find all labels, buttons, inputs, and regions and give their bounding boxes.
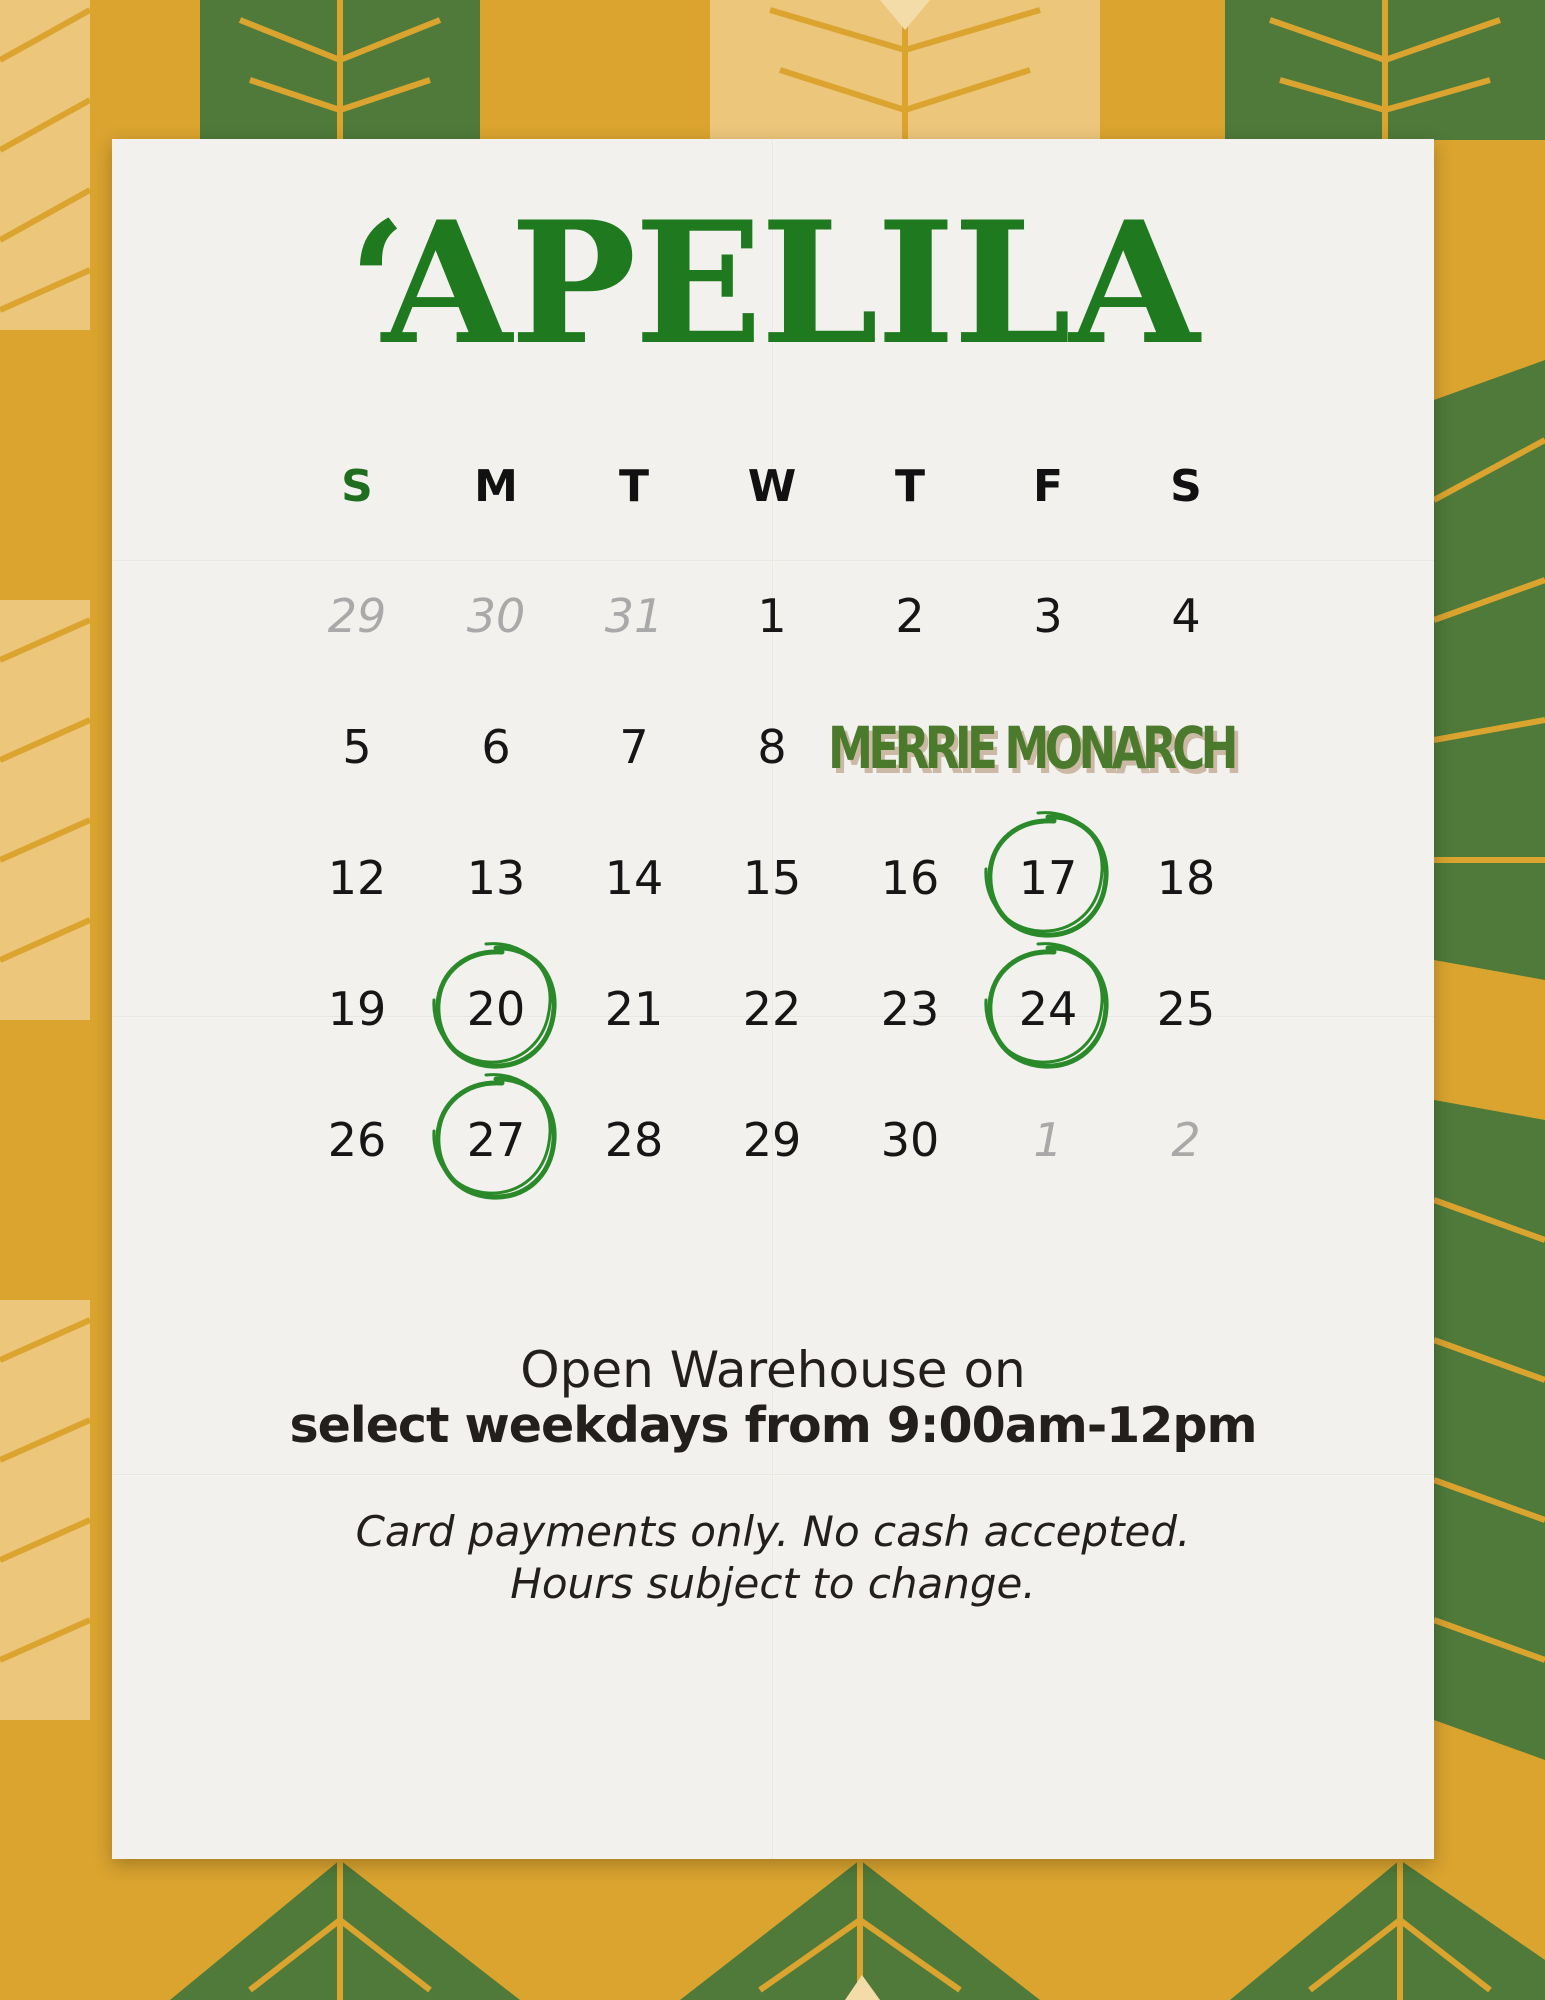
calendar-day: 12 (327, 851, 387, 905)
calendar-day: 4 (1171, 589, 1201, 643)
calendar-day-open: 24 (1018, 982, 1078, 1036)
hours-change-note: Hours subject to change. (510, 1559, 1036, 1608)
calendar-day: 31 (604, 589, 664, 643)
calendar-day: 5 (342, 720, 372, 774)
weekday-header: F (1032, 461, 1064, 512)
calendar-day: 19 (327, 982, 387, 1036)
calendar-day: 22 (742, 982, 802, 1036)
calendar-day: 25 (1156, 982, 1216, 1036)
top-leaf-right (1225, 0, 1545, 140)
calendar-day: 30 (466, 589, 526, 643)
calendar-day: 23 (880, 982, 940, 1036)
weekday-header: S (1170, 461, 1202, 512)
calendar-day: 15 (742, 851, 802, 905)
calendar-day: 21 (604, 982, 664, 1036)
hours-intro: Open Warehouse on (520, 1341, 1026, 1399)
calendar-day: 28 (604, 1113, 664, 1167)
calendar-day: 29 (327, 589, 387, 643)
calendar-day-open: 17 (1018, 851, 1078, 905)
calendar-day: 7 (619, 720, 649, 774)
calendar-day-open: 27 (466, 1113, 526, 1167)
calendar-day: 2 (895, 589, 925, 643)
top-leaf-center (710, 0, 1100, 140)
weekday-header: S (341, 461, 373, 512)
calendar-day: 6 (481, 720, 511, 774)
weekday-header: W (747, 461, 797, 512)
left-leaf-3 (0, 1300, 90, 1720)
calendar-day: 2 (1171, 1113, 1201, 1167)
calendar-day: 3 (1033, 589, 1063, 643)
calendar-day: 29 (742, 1113, 802, 1167)
calendar-day: 13 (466, 851, 526, 905)
calendar-day: 1 (757, 589, 787, 643)
calendar-day: 18 (1156, 851, 1216, 905)
month-title: ‘APELILA (348, 184, 1198, 382)
payment-note: Card payments only. No cash accepted. (355, 1507, 1191, 1556)
weekday-header: T (894, 461, 925, 512)
weekday-header: T (618, 461, 649, 512)
calendar-day: 16 (880, 851, 940, 905)
top-leaf-left (200, 0, 480, 140)
calendar-day: 26 (327, 1113, 387, 1167)
calendar-day: 30 (880, 1113, 940, 1167)
calendar-paper (112, 139, 1434, 1859)
right-leaf-1 (1434, 360, 1545, 980)
hours-detail: select weekdays from 9:00am-12pm (289, 1397, 1257, 1454)
merrie-monarch-banner: MERRIE MONARCH (828, 714, 1234, 782)
weekday-header: M (474, 461, 518, 512)
calendar-day: 8 (757, 720, 787, 774)
left-leaf-1 (0, 0, 90, 330)
calendar-day-open: 20 (466, 982, 526, 1036)
right-leaf-2 (1434, 1100, 1545, 1760)
calendar-day: 14 (604, 851, 664, 905)
calendar-day: 1 (1033, 1113, 1063, 1167)
left-leaf-2 (0, 600, 90, 1020)
